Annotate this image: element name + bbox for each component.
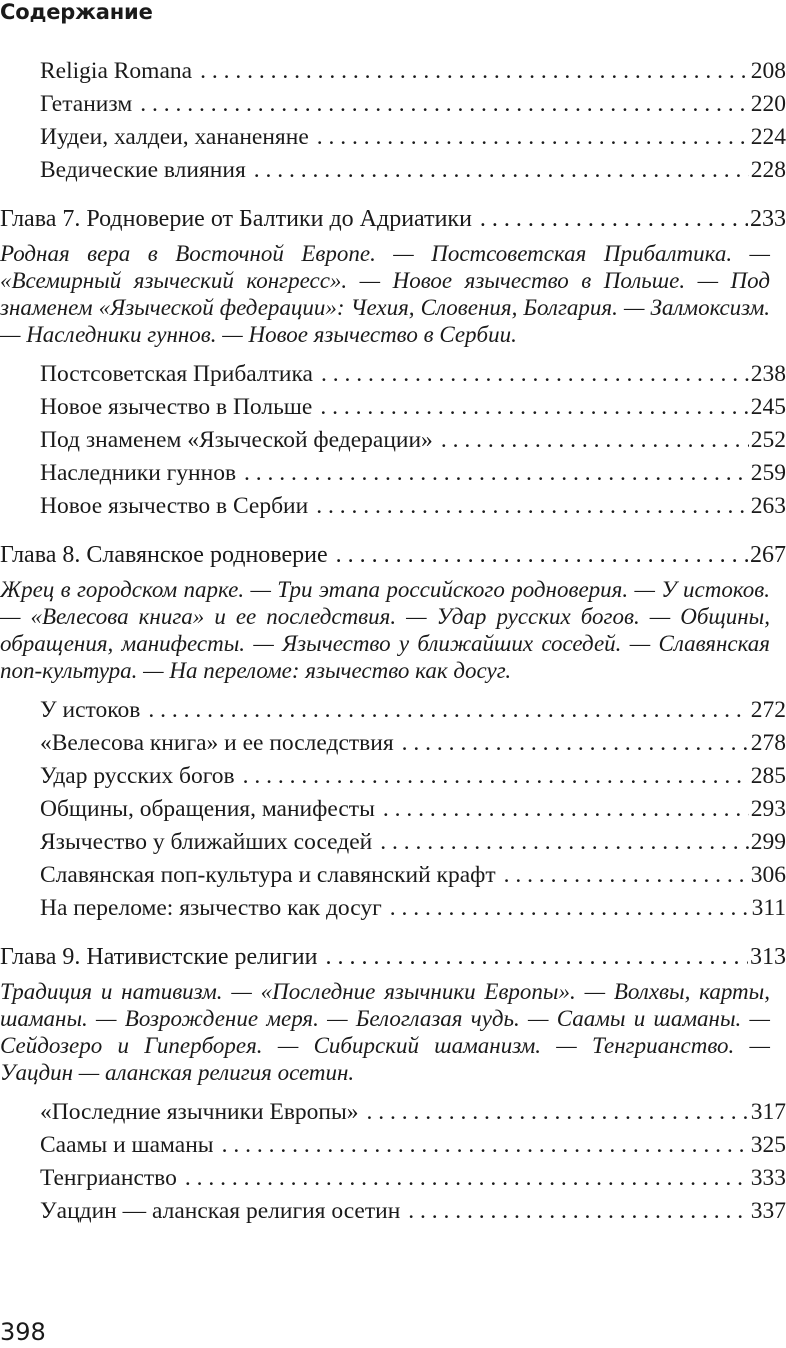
leader-dots (402, 727, 749, 760)
pre-items (0, 55, 786, 187)
chapter-page: 313 (750, 944, 786, 970)
leader-dots (325, 938, 748, 976)
toc-entry (0, 121, 786, 154)
leader-dots (243, 760, 749, 793)
entry-page: 278 (750, 730, 786, 756)
entry-title: Постсоветская Прибалтика (40, 361, 313, 387)
leader-dots (390, 892, 750, 925)
entry-title: Иудеи, халдеи, хананеняне (40, 124, 309, 150)
toc-entry (0, 727, 786, 760)
table-of-contents (0, 55, 786, 1228)
entry-title: Уацдин — аланская религия осетин (40, 1198, 401, 1224)
chapter-entry (0, 200, 786, 238)
chapter-block (0, 200, 786, 523)
entry-title: Славянская поп-культура и славянский крафт (40, 862, 496, 888)
entry-title: Общины, обращения, манифесты (40, 796, 375, 822)
entry-page: 333 (750, 1165, 786, 1191)
entry-title: У истоков (40, 697, 141, 723)
entry-title: Новое язычество в Польше (40, 394, 313, 420)
leader-dots (222, 1129, 749, 1162)
entry-page: 263 (750, 493, 786, 519)
entry-title: «Последние язычники Европы» (40, 1099, 359, 1125)
entry-title: Новое язычество в Сербии (40, 493, 309, 519)
entry-title: Наследники гуннов (40, 460, 237, 486)
chapter-title: Глава 7. Родноверие от Балтики до Адриатики (0, 206, 472, 232)
entry-page: 220 (750, 91, 786, 117)
leader-dots (140, 88, 749, 121)
entry-title: Под знаменем «Языческой федерации» (40, 427, 433, 453)
toc-entry (0, 154, 786, 187)
chapter-page: 267 (750, 542, 786, 568)
toc-entry (0, 1195, 786, 1228)
chapter-block (0, 536, 786, 925)
entry-page: 252 (750, 427, 786, 453)
toc-entry (0, 826, 786, 859)
toc-entry (0, 1096, 786, 1129)
chapter-page: 233 (750, 206, 786, 232)
entry-title: Тенгрианство (40, 1165, 177, 1191)
leader-dots (408, 1195, 748, 1228)
entry-page: 259 (750, 460, 786, 486)
toc-entry (0, 859, 786, 892)
entry-title: Religia Romana (40, 58, 193, 84)
entry-title: Ведические влияния (40, 157, 246, 183)
leader-dots (480, 200, 748, 238)
entry-page: 306 (750, 862, 786, 888)
leader-dots (367, 1096, 749, 1129)
toc-entry (0, 358, 786, 391)
entry-page: 245 (750, 394, 786, 420)
leader-dots (200, 55, 749, 88)
leader-dots (320, 391, 748, 424)
running-header: Содержание (0, 0, 153, 24)
entry-title: Саамы и шаманы (40, 1132, 214, 1158)
entry-page: 311 (751, 895, 786, 921)
toc-entry (0, 55, 786, 88)
leader-dots (336, 536, 748, 574)
leader-dots (380, 826, 749, 859)
leader-dots (254, 154, 749, 187)
chapter-summary: Жрец в городском парке. — Три этапа российского родноверия. — У истоков. — «Велесова книга» и ее последствия. — Удар русских богов. — Общины, обращения, манифесты. — Язычество у ближайших соседей. — Славянская поп-культура. — На переломе: язычество как досуг. (0, 577, 770, 683)
toc-entry (0, 424, 786, 457)
entry-page: 337 (750, 1198, 786, 1224)
entry-page: 293 (750, 796, 786, 822)
chapter-block (0, 938, 786, 1228)
chapter-summary: Традиция и нативизм. — «Последние язычники Европы». — Волхвы, карты, шаманы. — Возрождение меря. — Белоглазая чудь. — Саамы и шаманы. — Сейдозеро и Гиперборея. — Сибирский шаманизм. — Тенгрианство. — Уацдин — аланская религия осетин. (0, 979, 770, 1085)
toc-entry (0, 694, 786, 727)
leader-dots (316, 490, 749, 523)
chapter-title: Глава 9. Нативистские религии (0, 944, 318, 970)
entry-page: 272 (750, 697, 786, 723)
toc-entry (0, 457, 786, 490)
entry-page: 238 (750, 361, 786, 387)
entry-page: 208 (750, 58, 786, 84)
entry-page: 325 (750, 1132, 786, 1158)
toc-entry (0, 793, 786, 826)
entry-page: 285 (750, 763, 786, 789)
entry-page: 299 (750, 829, 786, 855)
entry-page: 228 (750, 157, 786, 183)
entry-title: На переломе: язычество как досуг (40, 895, 382, 921)
entry-page: 224 (750, 124, 786, 150)
leader-dots (321, 358, 749, 391)
leader-dots (185, 1162, 749, 1195)
toc-entry (0, 490, 786, 523)
page-number: 398 (0, 1318, 46, 1346)
chapter-summary: Родная вера в Восточной Европе. — Постсоветская Прибалтика. — «Всемирный языческий конгресс». — Новое язычество в Польше. — Под знаменем «Языческой федерации»: Чехия, Словения, Болгария. — Залмоксизм. — Наследники гуннов. — Новое язычество в Сербии. (0, 241, 770, 347)
entry-title: Удар русских богов (40, 763, 235, 789)
entry-title: Гетанизм (40, 91, 133, 117)
chapter-entry (0, 938, 786, 976)
leader-dots (148, 694, 748, 727)
entry-title: «Велесова книга» и ее последствия (40, 730, 394, 756)
leader-dots (244, 457, 749, 490)
toc-entry (0, 1129, 786, 1162)
toc-entry (0, 1162, 786, 1195)
toc-entry (0, 892, 786, 925)
entry-page: 317 (750, 1099, 786, 1125)
leader-dots (441, 424, 749, 457)
toc-entry (0, 88, 786, 121)
toc-entry (0, 760, 786, 793)
leader-dots (383, 793, 749, 826)
leader-dots (317, 121, 749, 154)
chapter-entry (0, 536, 786, 574)
toc-entry (0, 391, 786, 424)
leader-dots (504, 859, 749, 892)
entry-title: Язычество у ближайших соседей (40, 829, 373, 855)
chapter-title: Глава 8. Славянское родноверие (0, 542, 328, 568)
